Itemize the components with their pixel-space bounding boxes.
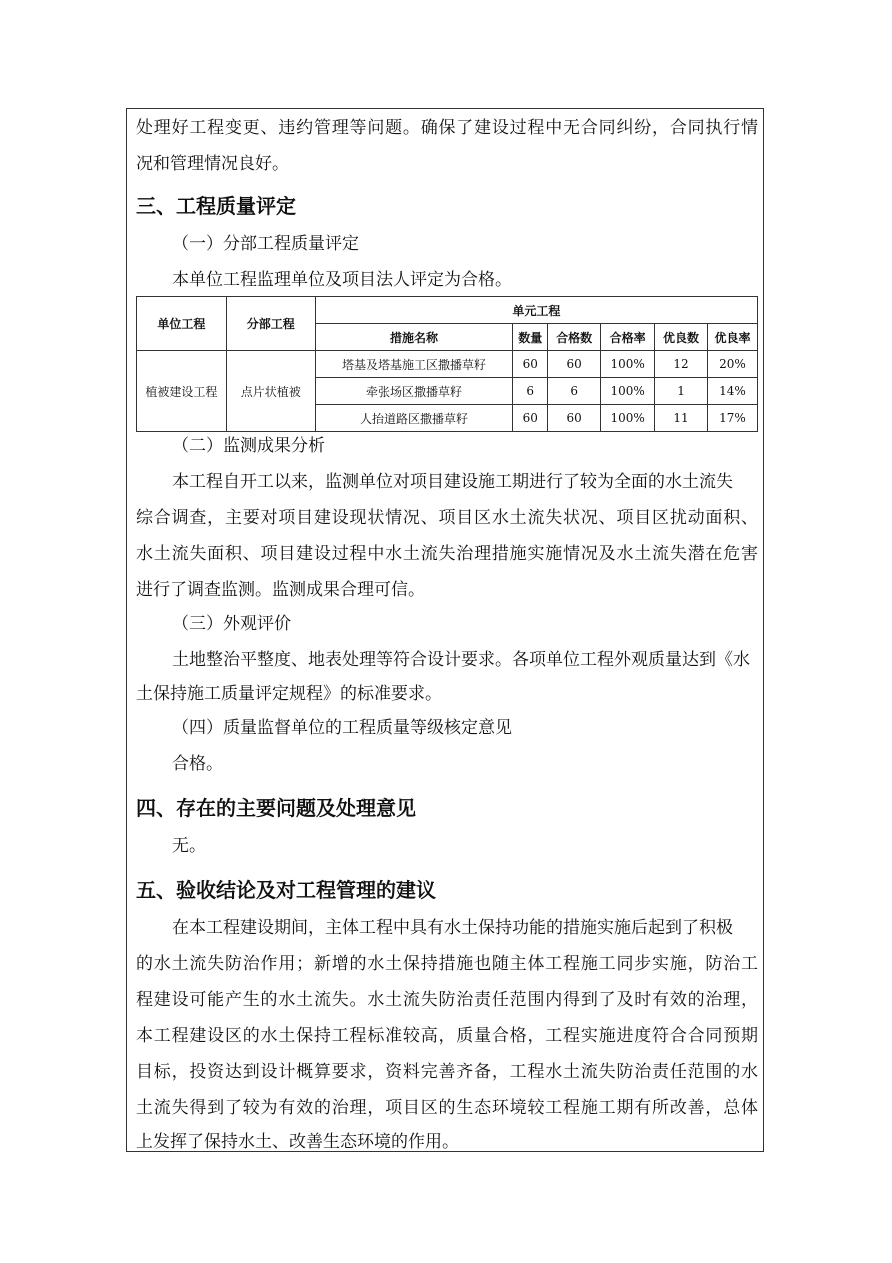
count-cell: 6 [513, 378, 548, 405]
header-unit: 单位工程 [137, 297, 227, 351]
para1-line1: 处理好工程变更、违约管理等问题。确保了建设过程中无合同纠纷，合同执行情 [136, 118, 758, 138]
section5-heading: 五、验收结论及对工程管理的建议 [136, 878, 436, 902]
good-cell: 12 [655, 351, 708, 378]
header-rate: 合格率 [601, 324, 655, 351]
good-rate-cell: 17% [708, 405, 758, 432]
quality-table [136, 296, 758, 432]
section3-sub3: （三）外观评价 [172, 614, 291, 634]
qualified-cell: 60 [548, 405, 601, 432]
rate-cell: 100% [601, 351, 655, 378]
section4-heading: 四、存在的主要问题及处理意见 [136, 796, 416, 820]
sec5-line3: 程建设可能产生的水土流失。水土流失防治责任范围内得到了及时有效的治理， [136, 990, 758, 1010]
table-row [137, 351, 758, 378]
sec5-line6: 土流失得到了较为有效的治理，项目区的生态环境较工程施工期有所改善，总体 [136, 1098, 758, 1118]
good-rate-cell: 20% [708, 351, 758, 378]
good-rate-cell: 14% [708, 378, 758, 405]
sec5-line5: 目标，投资达到设计概算要求，资料完善齐备，工程水土流失防治责任范围的水 [136, 1062, 758, 1082]
header-good: 优良数 [655, 324, 708, 351]
header-division: 分部工程 [226, 297, 315, 351]
sec5-line1: 在本工程建设期间，主体工程中具有水土保持功能的措施实施后起到了积极 [172, 918, 733, 938]
section3-heading: 三、工程质量评定 [136, 194, 296, 218]
header-measure: 措施名称 [315, 324, 513, 351]
measure-cell: 人抬道路区撒播草籽 [315, 405, 513, 432]
sub3-line2: 土保持施工质量评定规程》的标准要求。 [136, 684, 442, 704]
header-qualified: 合格数 [548, 324, 601, 351]
sub3-line1: 土地整治平整度、地表处理等符合设计要求。各项单位工程外观质量达到《水 [172, 650, 750, 670]
count-cell: 60 [513, 405, 548, 432]
unit-name-cell: 植被建设工程 [137, 351, 227, 432]
header-element: 单元工程 [315, 297, 757, 324]
section4-text: 无。 [172, 836, 206, 856]
sub2-line2: 综合调查，主要对项目建设现状情况、项目区水土流失状况、项目区扰动面积、 [136, 508, 758, 528]
sub2-line3: 水土流失面积、项目建设过程中水土流失治理措施实施情况及水土流失潜在危害 [136, 544, 758, 564]
sub2-line4: 进行了调查监测。监测成果合理可信。 [136, 580, 425, 600]
sub2-line1: 本工程自开工以来，监测单位对项目建设施工期进行了较为全面的水土流失 [172, 472, 733, 492]
qualified-cell: 6 [548, 378, 601, 405]
good-cell: 11 [655, 405, 708, 432]
sec5-line2: 的水土流失防治作用；新增的水土保持措施也随主体工程施工同步实施，防治工 [136, 954, 758, 974]
sec5-line7: 上发挥了保持水土、改善生态环境的作用。 [136, 1132, 459, 1152]
header-count: 数量 [513, 324, 548, 351]
rate-cell: 100% [601, 378, 655, 405]
qualified-cell: 60 [548, 351, 601, 378]
section3-sub4-text: 合格。 [172, 754, 223, 774]
section3-sub2: （二）监测成果分析 [172, 436, 325, 456]
section3-sub4: （四）质量监督单位的工程质量等级核定意见 [172, 718, 512, 738]
header-good-rate: 优良率 [708, 324, 758, 351]
para1-line2: 况和管理情况良好。 [136, 154, 289, 174]
division-name-cell: 点片状植被 [226, 351, 315, 432]
good-cell: 1 [655, 378, 708, 405]
section3-sub1: （一）分部工程质量评定 [172, 234, 359, 254]
count-cell: 60 [513, 351, 548, 378]
measure-cell: 塔基及塔基施工区撒播草籽 [315, 351, 513, 378]
measure-cell: 牵张场区撒播草籽 [315, 378, 513, 405]
rate-cell: 100% [601, 405, 655, 432]
section3-sub1-text: 本单位工程监理单位及项目法人评定为合格。 [172, 270, 512, 290]
sec5-line4: 本工程建设区的水土保持工程标准较高，质量合格，工程实施进度符合合同预期 [136, 1026, 758, 1046]
